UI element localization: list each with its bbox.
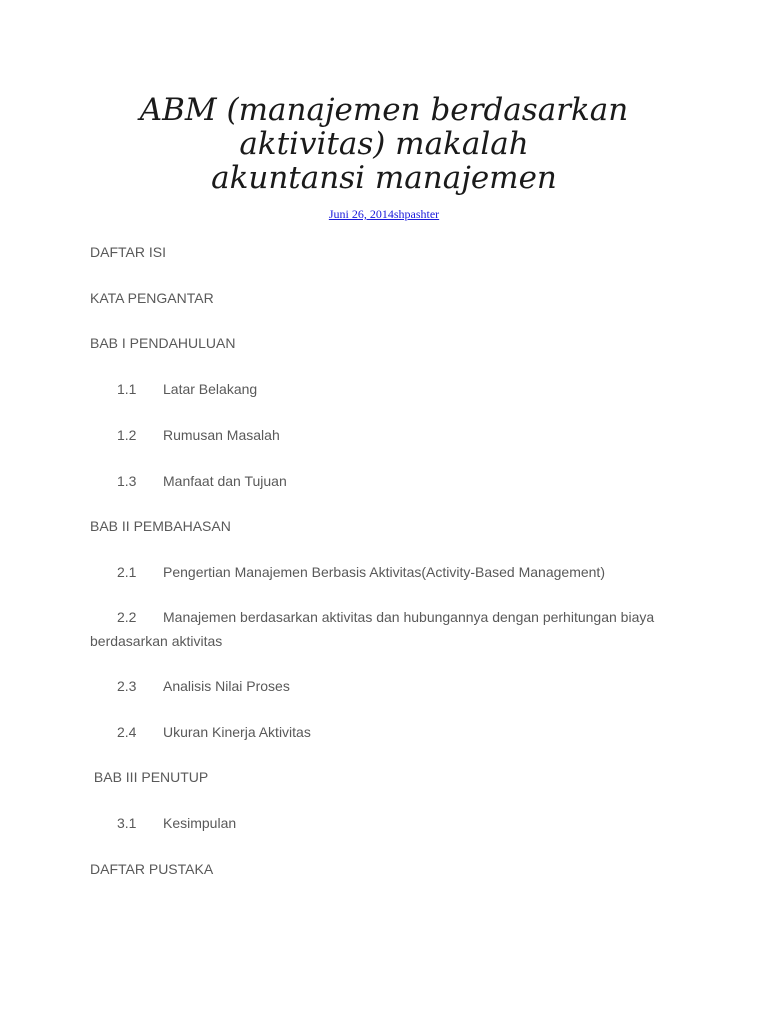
toc-item-number: 2.3 (117, 678, 137, 694)
toc-item-number: 1.3 (117, 473, 137, 489)
toc-item-label: Latar Belakang (163, 381, 258, 397)
toc-heading-bab3: BAB III PENUTUP (90, 769, 209, 785)
toc-heading-daftar-pustaka: DAFTAR PUSTAKA (90, 861, 214, 877)
title-line: ABM (manajemen berdasarkan (139, 92, 629, 128)
toc-item-number: 1.1 (117, 381, 137, 397)
toc-item-label: Kesimpulan (163, 815, 237, 831)
toc-item-number: 2.4 (117, 724, 137, 740)
title-line: akuntansi manajemen (211, 160, 557, 196)
toc-item-label: Ukuran Kinerja Aktivitas (163, 724, 311, 740)
toc-item-label: Pengertian Manajemen Berbasis Aktivitas(Activity-Based Management) (163, 564, 605, 580)
toc-item-label: Manajemen berdasarkan aktivitas dan hubungannya dengan perhitungan biaya berdasarkan aktivitas (90, 609, 655, 649)
title-line: aktivitas) makalah (239, 126, 529, 162)
toc-item (117, 814, 677, 832)
toc-item (90, 605, 670, 653)
toc-item-label: Analisis Nilai Proses (163, 678, 290, 694)
toc-heading-bab1: BAB I PENDAHULUAN (90, 335, 236, 351)
toc-item-label: Rumusan Masalah (163, 427, 280, 443)
toc-heading-daftar-isi: DAFTAR ISI (90, 244, 166, 260)
toc-item (117, 472, 677, 490)
toc-item (117, 426, 677, 444)
toc-item (117, 563, 677, 581)
page-title (0, 93, 768, 195)
toc-item (117, 380, 677, 398)
post-date-author-link[interactable]: Juni 26, 2014shpashter (328, 207, 440, 221)
toc-item-number: 2.1 (117, 564, 137, 580)
toc-item-number: 2.2 (117, 609, 137, 625)
toc-heading-kata-pengantar: KATA PENGANTAR (90, 290, 214, 306)
toc-item-label: Manfaat dan Tujuan (163, 473, 287, 489)
toc-item-number: 1.2 (117, 427, 137, 443)
toc-item (117, 677, 677, 695)
toc-item (117, 723, 677, 741)
toc-item-number: 3.1 (117, 815, 137, 831)
toc-heading-bab2: BAB II PEMBAHASAN (90, 518, 231, 534)
